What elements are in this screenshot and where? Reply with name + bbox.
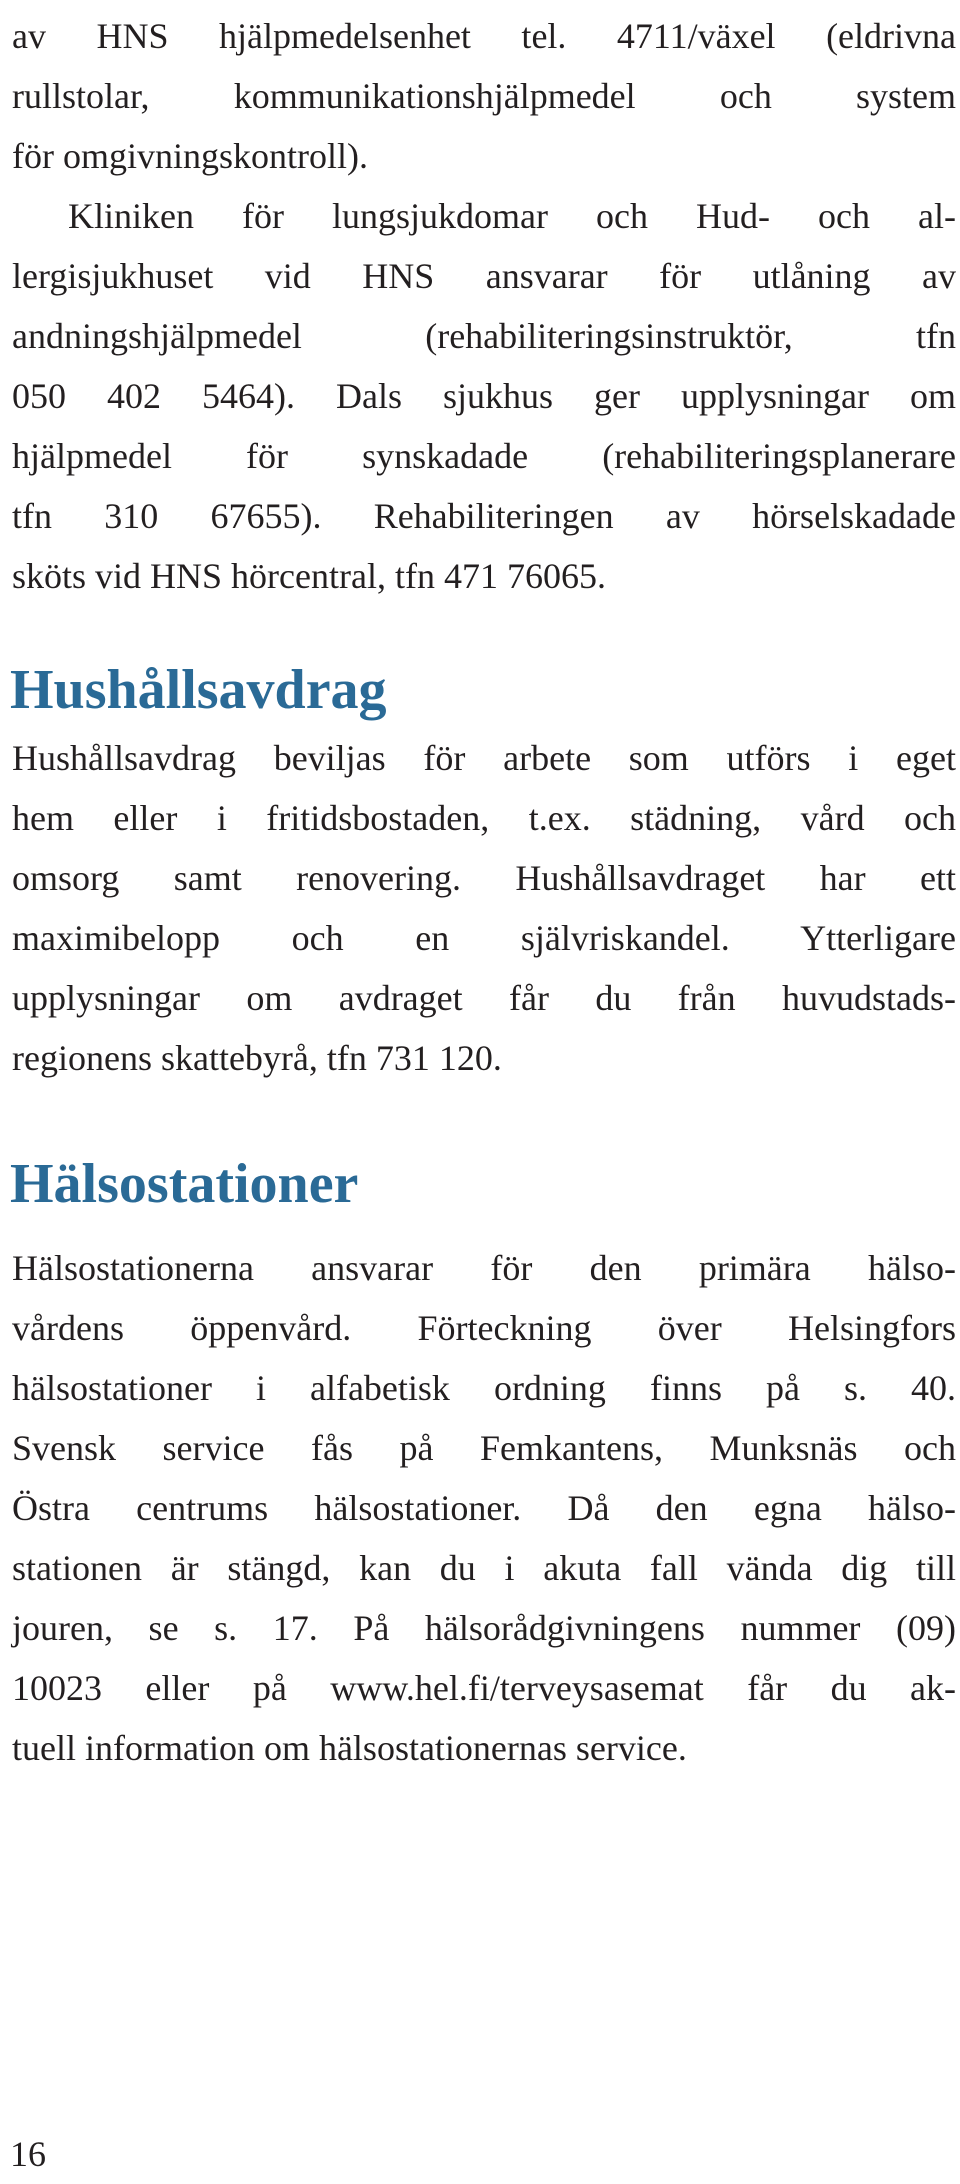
text-line: hem eller i fritidsbostaden, t.ex. städning, vård och <box>12 798 956 838</box>
text-line: maximibelopp och en självriskandel. Ytterligare <box>12 918 956 958</box>
intro-paragraph <box>12 6 956 606</box>
text-line: vårdens öppenvård. Förteckning över Helsingfors <box>12 1308 956 1348</box>
text-line: Kliniken för lungsjukdomar och Hud- och al- <box>68 196 956 236</box>
text-line: andningshjälpmedel (rehabiliteringsinstruktör, tfn <box>12 316 956 356</box>
text-line: regionens skattebyrå, tfn 731 120. <box>12 1038 502 1078</box>
section-heading-halsostationer: Hälsostationer <box>10 1153 359 1215</box>
text-line: jouren, se s. 17. På hälsorådgivningens nummer (09) <box>12 1608 956 1648</box>
text-line: Svensk service fås på Femkantens, Munksnäs och <box>12 1428 956 1468</box>
text-line: tuell information om hälsostationernas service. <box>12 1728 687 1768</box>
text-line: omsorg samt renovering. Hushållsavdraget har ett <box>12 858 956 898</box>
text-line: sköts vid HNS hörcentral, tfn 471 76065. <box>12 556 606 596</box>
text-line: för omgivningskontroll). <box>12 136 368 176</box>
text-line: Hälsostationerna ansvarar för den primära hälso- <box>12 1248 956 1288</box>
hushallsavdrag-paragraph <box>12 728 956 1088</box>
text-line: av HNS hjälpmedelsenhet tel. 4711/växel (eldrivna <box>12 16 956 56</box>
text-line: 050 402 5464). Dals sjukhus ger upplysningar om <box>12 376 956 416</box>
text-line: Hushållsavdrag beviljas för arbete som utförs i eget <box>12 738 956 778</box>
text-line: Östra centrums hälsostationer. Då den egna hälso- <box>12 1488 956 1528</box>
text-line: hälsostationer i alfabetisk ordning finns på s. 40. <box>12 1368 956 1408</box>
section-heading-hushallsavdrag: Hushållsavdrag <box>10 659 387 721</box>
page-number: 16 <box>10 2134 46 2174</box>
text-line: rullstolar, kommunikationshjälpmedel och system <box>12 76 956 116</box>
text-line: upplysningar om avdraget får du från huvudstads- <box>12 978 956 1018</box>
halsostationer-paragraph <box>12 1238 956 1778</box>
text-line: lergisjukhuset vid HNS ansvarar för utlåning av <box>12 256 956 296</box>
text-line: tfn 310 67655). Rehabiliteringen av hörselskadade <box>12 496 956 536</box>
text-line: stationen är stängd, kan du i akuta fall vända dig till <box>12 1548 956 1588</box>
text-line: hjälpmedel för synskadade (rehabiliteringsplanerare <box>12 436 956 476</box>
text-line: 10023 eller på www.hel.fi/terveysasemat får du ak- <box>12 1668 956 1708</box>
